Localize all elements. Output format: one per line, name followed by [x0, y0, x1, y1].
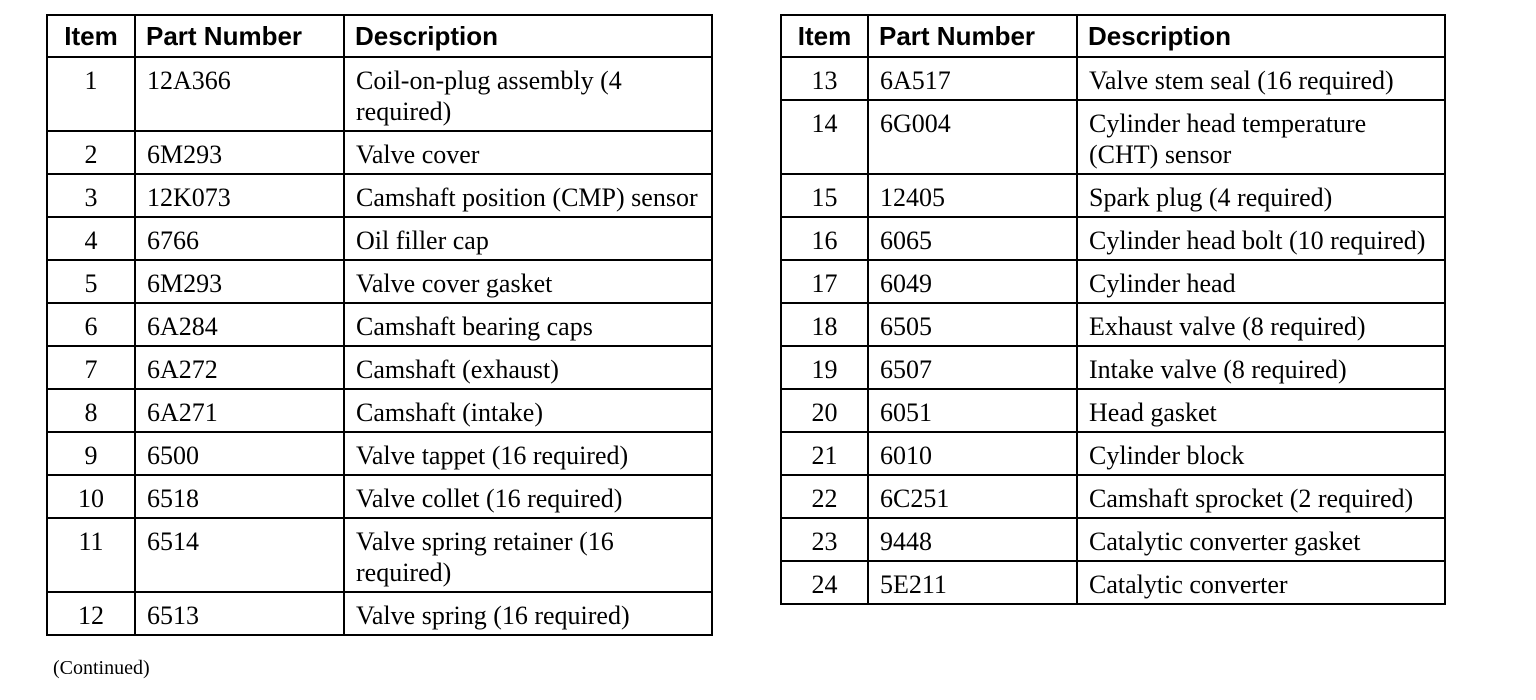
- table-row: [781, 100, 1445, 174]
- description-cell: Cylinder head temperature (CHT) sensor: [1077, 100, 1445, 174]
- item-number-cell: 1: [47, 57, 135, 131]
- description-cell: Cylinder head bolt (10 required): [1077, 217, 1445, 260]
- part-number-cell: 12405: [868, 174, 1077, 217]
- description-header: Description: [1077, 15, 1445, 57]
- item-number-cell: 7: [47, 346, 135, 389]
- table-row: [47, 57, 712, 131]
- item-number-cell: 15: [781, 174, 868, 217]
- part-number-cell: 6A284: [135, 303, 344, 346]
- description-cell: Valve cover: [344, 131, 712, 174]
- item-number-cell: 6: [47, 303, 135, 346]
- item-number-cell: 5: [47, 260, 135, 303]
- description-cell: Valve spring retainer (16 required): [344, 518, 712, 592]
- continued-note: (Continued): [53, 657, 150, 679]
- item-number-cell: 4: [47, 217, 135, 260]
- part-number-cell: 6514: [135, 518, 344, 592]
- item-number-cell: 2: [47, 131, 135, 174]
- part-number-cell: 6A271: [135, 389, 344, 432]
- description-cell: Valve collet (16 required): [344, 475, 712, 518]
- table-row: [47, 389, 712, 432]
- part-number-cell: 6A517: [868, 57, 1077, 100]
- part-number-cell: 6A272: [135, 346, 344, 389]
- part-number-header: Part Number: [135, 15, 344, 57]
- description-cell: Coil-on-plug assembly (4 required): [344, 57, 712, 131]
- item-header: Item: [781, 15, 868, 57]
- description-cell: Valve cover gasket: [344, 260, 712, 303]
- part-number-cell: 6518: [135, 475, 344, 518]
- part-number-cell: 12K073: [135, 174, 344, 217]
- description-header: Description: [344, 15, 712, 57]
- table-row: [781, 389, 1445, 432]
- item-number-cell: 8: [47, 389, 135, 432]
- item-number-cell: 19: [781, 346, 868, 389]
- table-row: [47, 518, 712, 592]
- part-number-cell: 6G004: [868, 100, 1077, 174]
- description-cell: Valve tappet (16 required): [344, 432, 712, 475]
- part-number-cell: 12A366: [135, 57, 344, 131]
- part-number-cell: 6M293: [135, 131, 344, 174]
- table-row: [781, 518, 1445, 561]
- table-row: [781, 174, 1445, 217]
- item-number-cell: 18: [781, 303, 868, 346]
- part-number-cell: 6766: [135, 217, 344, 260]
- part-number-cell: 6010: [868, 432, 1077, 475]
- description-cell: Intake valve (8 required): [1077, 346, 1445, 389]
- table-row: [781, 217, 1445, 260]
- item-number-cell: 3: [47, 174, 135, 217]
- part-number-cell: 9448: [868, 518, 1077, 561]
- part-number-header: Part Number: [868, 15, 1077, 57]
- item-header: Item: [47, 15, 135, 57]
- item-number-cell: 16: [781, 217, 868, 260]
- parts-table-right-body: [781, 57, 1445, 604]
- description-cell: Valve stem seal (16 required): [1077, 57, 1445, 100]
- part-number-cell: 6M293: [135, 260, 344, 303]
- description-cell: Cylinder block: [1077, 432, 1445, 475]
- part-number-cell: 6507: [868, 346, 1077, 389]
- description-cell: Catalytic converter: [1077, 561, 1445, 604]
- part-number-cell: 6500: [135, 432, 344, 475]
- item-number-cell: 23: [781, 518, 868, 561]
- table-row: [47, 303, 712, 346]
- table-row: [47, 475, 712, 518]
- description-cell: Camshaft position (CMP) sensor: [344, 174, 712, 217]
- item-number-cell: 22: [781, 475, 868, 518]
- item-number-cell: 11: [47, 518, 135, 592]
- table-row: [781, 346, 1445, 389]
- parts-table-left: [46, 14, 713, 636]
- description-cell: Camshaft sprocket (2 required): [1077, 475, 1445, 518]
- description-cell: Camshaft (intake): [344, 389, 712, 432]
- table-row: [47, 592, 712, 635]
- part-number-cell: 5E211: [868, 561, 1077, 604]
- item-number-cell: 13: [781, 57, 868, 100]
- description-cell: Spark plug (4 required): [1077, 174, 1445, 217]
- parts-table-left-body: [47, 57, 712, 635]
- table-row: [781, 475, 1445, 518]
- item-number-cell: 14: [781, 100, 868, 174]
- description-cell: Oil filler cap: [344, 217, 712, 260]
- table-row: [47, 217, 712, 260]
- part-number-cell: 6049: [868, 260, 1077, 303]
- table-row: [47, 131, 712, 174]
- description-cell: Exhaust valve (8 required): [1077, 303, 1445, 346]
- part-number-cell: 6513: [135, 592, 344, 635]
- item-number-cell: 24: [781, 561, 868, 604]
- part-number-cell: 6051: [868, 389, 1077, 432]
- part-number-cell: 6505: [868, 303, 1077, 346]
- item-number-cell: 20: [781, 389, 868, 432]
- table-row: [47, 432, 712, 475]
- item-number-cell: 10: [47, 475, 135, 518]
- table-row: [781, 57, 1445, 100]
- description-cell: Catalytic converter gasket: [1077, 518, 1445, 561]
- description-cell: Valve spring (16 required): [344, 592, 712, 635]
- description-cell: Cylinder head: [1077, 260, 1445, 303]
- table-row: [781, 432, 1445, 475]
- item-number-cell: 12: [47, 592, 135, 635]
- header-row: [781, 15, 1445, 57]
- part-number-cell: 6C251: [868, 475, 1077, 518]
- part-number-cell: 6065: [868, 217, 1077, 260]
- parts-table-right: [780, 14, 1446, 605]
- item-number-cell: 21: [781, 432, 868, 475]
- table-row: [47, 346, 712, 389]
- table-row: [47, 174, 712, 217]
- table-row: [781, 303, 1445, 346]
- table-row: [781, 260, 1445, 303]
- description-cell: Camshaft bearing caps: [344, 303, 712, 346]
- header-row: [47, 15, 712, 57]
- table-row: [47, 260, 712, 303]
- description-cell: Head gasket: [1077, 389, 1445, 432]
- item-number-cell: 9: [47, 432, 135, 475]
- description-cell: Camshaft (exhaust): [344, 346, 712, 389]
- table-row: [781, 561, 1445, 604]
- item-number-cell: 17: [781, 260, 868, 303]
